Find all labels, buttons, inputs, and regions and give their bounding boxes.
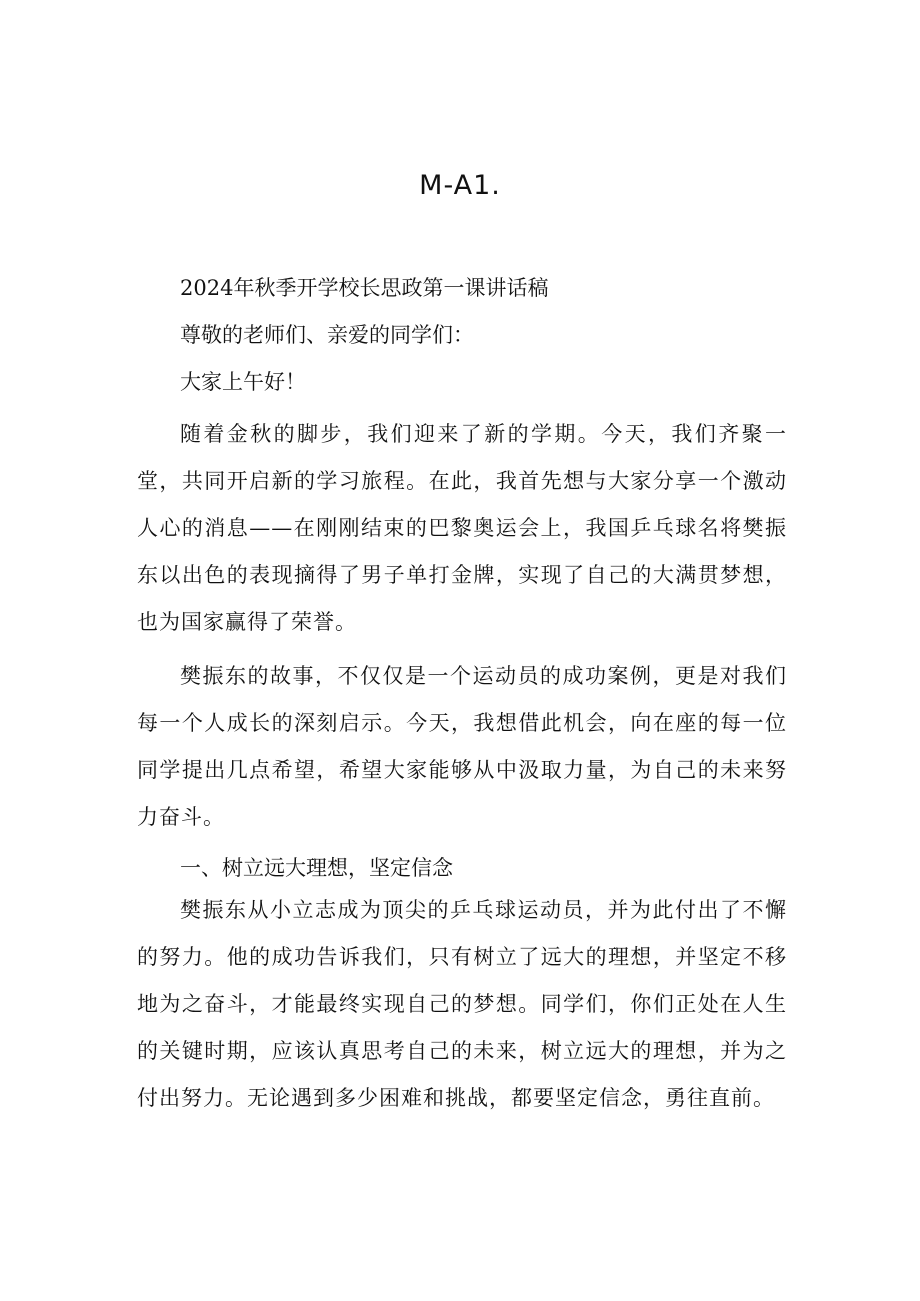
inspiration-paragraph: 樊振东的故事，不仅仅是一个运动员的成功案例，更是对我们每一个人成长的深刻启示。今天，我想借此机会，向在座的每一位同学提出几点希望，希望大家能够从中汲取力量，为自己的未来努力奋斗。 <box>137 664 787 829</box>
intro-paragraph: 随着金秋的脚步，我们迎来了新的学期。今天，我们齐聚一堂，共同开启新的学习旅程。在此，我首先想与大家分享一个激动人心的消息——在刚刚结束的巴黎奥运会上，我国乒乓球名将樊振东以出色的表现摘得了男子单打金牌，实现了自己的大满贯梦想，也为国家赢得了荣誉。 <box>137 422 787 634</box>
greeting: 大家上午好！ <box>180 370 306 394</box>
document-code: M-A1. <box>419 170 501 201</box>
document-title: 2024年秋季开学校长思政第一课讲话稿 <box>180 276 549 300</box>
salutation: 尊敬的老师们、亲爱的同学们： <box>180 323 474 347</box>
section-heading-ideals: 一、树立远大理想，坚定信念 <box>180 856 453 880</box>
document-body <box>137 270 787 1122</box>
section-paragraph-ideals: 樊振东从小立志成为顶尖的乒乓球运动员，并为此付出了不懈的努力。他的成功告诉我们，只有树立了远大的理想，并坚定不移地为之奋斗，才能最终实现自己的梦想。同学们，你们正处在人生的关键时期，应该认真思考自己的未来，树立远大的理想，并为之付出努力。无论遇到多少困难和挑战，都要坚定信念，勇往直前。 <box>137 898 787 1110</box>
